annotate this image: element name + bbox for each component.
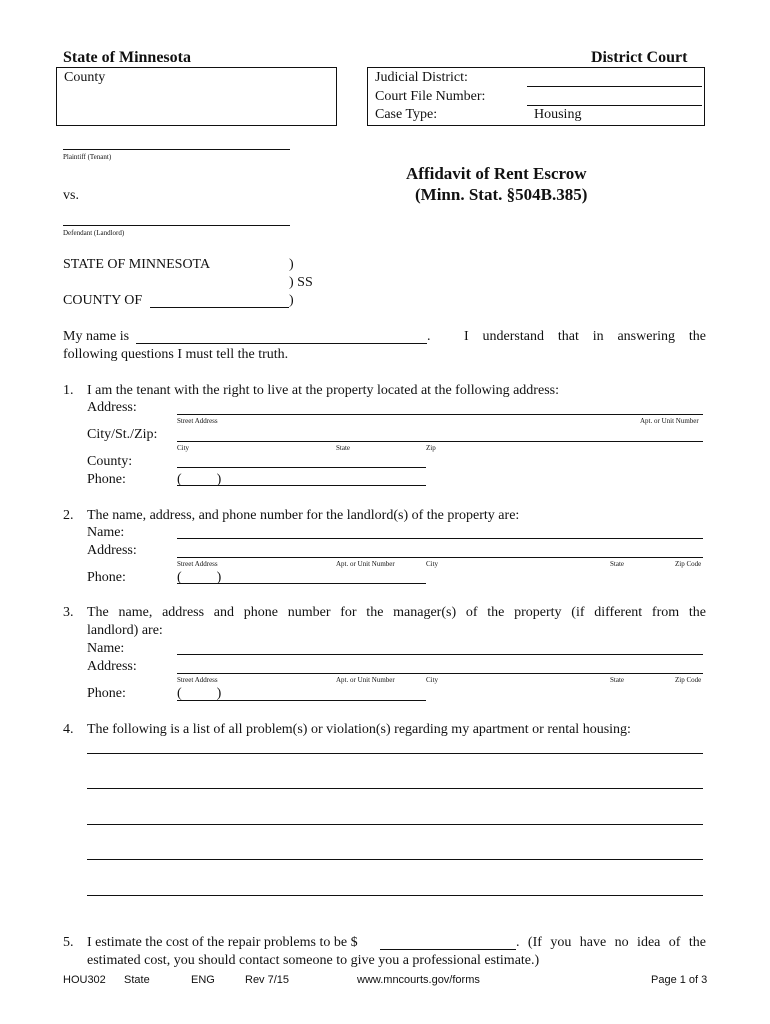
q3-state-caption: State [610, 676, 624, 684]
q1-city-state-zip-field[interactable] [177, 441, 703, 442]
q5-text-a: I estimate the cost of the repair problems to be $ [87, 935, 358, 950]
q1-address-field[interactable] [177, 414, 703, 415]
q2-apt-caption: Apt. or Unit Number [336, 560, 395, 568]
q2-phone-field[interactable] [177, 583, 426, 584]
document-title: Affidavit of Rent Escrow [406, 164, 587, 183]
q4-problem-line[interactable] [87, 824, 703, 825]
plaintiff-label: Plaintiff (Tenant) [63, 153, 112, 161]
q1-phone-field[interactable] [177, 485, 426, 486]
q3-name-field[interactable] [177, 654, 703, 655]
q1-city-state-zip-label: City/St./Zip: [87, 427, 158, 442]
q3-phone-field[interactable] [177, 700, 426, 701]
q1-text: I am the tenant with the right to live at the property located at the following address: [87, 383, 559, 398]
q1-county-field[interactable] [177, 467, 426, 468]
court-heading: District Court [591, 49, 688, 66]
q1-zip-caption: Zip [426, 444, 436, 452]
q2-number: 2. [63, 508, 74, 523]
q2-zip-caption: Zip Code [675, 560, 702, 568]
county-label: County [64, 70, 106, 85]
venue-paren-3: ) [289, 293, 294, 308]
venue-county-field[interactable] [150, 307, 289, 308]
q2-street-caption: Street Address [177, 560, 218, 568]
plaintiff-field[interactable] [63, 149, 290, 150]
court-file-number-label: Court File Number: [375, 89, 486, 104]
q3-zip-caption: Zip Code [675, 676, 702, 684]
footer-form-id: HOU302 [63, 974, 106, 986]
q1-street-caption: Street Address [177, 417, 218, 425]
q3-name-label: Name: [87, 641, 125, 656]
q1-city-caption: City [177, 444, 190, 452]
judicial-district-field[interactable] [527, 86, 702, 87]
footer-page-number: Page 1 of 3 [651, 974, 708, 986]
q3-number: 3. [63, 605, 74, 620]
q1-state-caption: State [336, 444, 350, 452]
q4-problem-line[interactable] [87, 895, 703, 896]
q1-number: 1. [63, 383, 74, 398]
q1-apt-caption: Apt. or Unit Number [640, 417, 699, 425]
q2-text: The name, address, and phone number for the landlord(s) of the property are: [87, 508, 520, 523]
name-label: My name is [63, 329, 130, 344]
q3-address-label: Address: [87, 659, 137, 674]
q2-state-caption: State [610, 560, 624, 568]
q1-county-label: County: [87, 454, 133, 469]
truth-statement-line1: I understand that in answering the [464, 329, 706, 344]
q5-text-b: . (If you have no idea of the [516, 935, 706, 950]
vs-label: vs. [63, 188, 79, 203]
venue-county-label: COUNTY OF [63, 293, 143, 308]
footer-url[interactable]: www.mncourts.gov/forms [357, 974, 480, 986]
footer-revision: Rev 7/15 [245, 974, 290, 986]
q3-text-line2: landlord) are: [87, 623, 163, 638]
q2-city-caption: City [426, 560, 439, 568]
venue-state: STATE OF MINNESOTA [63, 257, 211, 272]
q4-text: The following is a list of all problem(s) or violation(s) regarding my apartment or rental housing: [87, 722, 631, 737]
q3-phone-area-code: ( ) [177, 686, 222, 701]
court-file-number-field[interactable] [527, 105, 702, 106]
q2-name-field[interactable] [177, 538, 703, 539]
state-heading: State of Minnesota [63, 49, 191, 66]
q1-address-label: Address: [87, 400, 137, 415]
affiant-name-field[interactable] [136, 343, 427, 344]
q5-number: 5. [63, 935, 74, 950]
name-period: . [427, 329, 431, 344]
q3-apt-caption: Apt. or Unit Number [336, 676, 395, 684]
q3-street-caption: Street Address [177, 676, 218, 684]
venue-ss: ) SS [289, 275, 313, 290]
venue-paren-1: ) [289, 257, 294, 272]
q4-problem-line[interactable] [87, 788, 703, 789]
defendant-label: Defendant (Landlord) [63, 229, 125, 237]
truth-statement-line2: following questions I must tell the truth. [63, 347, 289, 362]
q4-number: 4. [63, 722, 74, 737]
q2-phone-label: Phone: [87, 570, 126, 585]
footer-state: State [124, 974, 150, 986]
q5-text-line2: estimated cost, you should contact someone to give you a professional estimate.) [87, 953, 540, 968]
q3-text-line1: The name, address and phone number for the manager(s) of the property (if different from the [87, 605, 706, 620]
q4-problem-line[interactable] [87, 753, 703, 754]
q3-address-field[interactable] [177, 673, 703, 674]
q2-name-label: Name: [87, 525, 125, 540]
q4-problem-line[interactable] [87, 859, 703, 860]
q3-city-caption: City [426, 676, 439, 684]
q3-phone-label: Phone: [87, 686, 126, 701]
judicial-district-label: Judicial District: [375, 70, 468, 85]
q1-phone-area-code: ( ) [177, 472, 222, 487]
q2-phone-area-code: ( ) [177, 570, 222, 585]
q2-address-field[interactable] [177, 557, 703, 558]
q5-estimate-field[interactable] [380, 949, 516, 950]
statute-reference: (Minn. Stat. §504B.385) [415, 185, 588, 204]
defendant-field[interactable] [63, 225, 290, 226]
q1-phone-label: Phone: [87, 472, 126, 487]
case-type-value: Housing [534, 107, 582, 122]
q2-address-label: Address: [87, 543, 137, 558]
footer-language: ENG [191, 974, 215, 986]
case-type-label: Case Type: [375, 107, 438, 122]
